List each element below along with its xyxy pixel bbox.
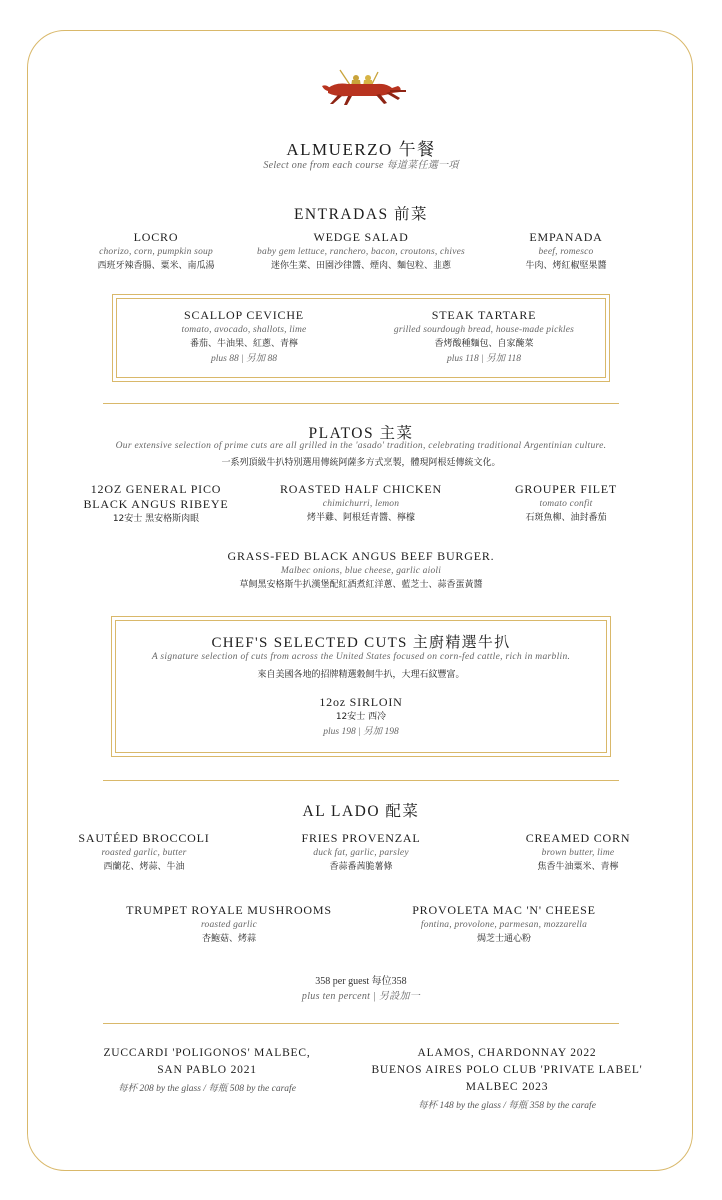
section-title-chefs-selected: CHEF'S SELECTED CUTS 主廚精選牛扒 [211, 635, 511, 651]
polo-horse-rider-icon [318, 66, 408, 106]
menu-item-roasted-half-chicken: ROASTED HALF CHICKEN chimichurri, lemon 烤半雞、阿根廷青醬、檸檬 [279, 482, 442, 523]
menu-item-provoleta-mac-n-cheese: PROVOLETA MAC 'N' CHEESE fontina, provolone, parmesan, mozzarella 焗芝士通心粉 [412, 903, 596, 944]
course-instruction: Select one from each course 每道菜任選一項 [263, 160, 459, 171]
menu-item-wedge-salad: WEDGE SALAD baby gem lettuce, ranchero, bacon, croutons, chives 迷你生菜、田園沙律醬、煙肉、麵包粒、韭蔥 [257, 230, 465, 271]
menu-item-steak-tartare: STEAK TARTARE grilled sourdough bread, house-made pickles 香烤酸種麵包、自家醃菜 plus 118 | 另加 118 [393, 308, 575, 364]
menu-item-ribeye: 12OZ GENERAL PICO BLACK ANGUS RIBEYE 12安士 黑安格斯肉眼 [83, 482, 229, 524]
wine-zuccardi-malbec: ZUCCARDI 'POLIGONOS' MALBEC, SAN PABLO 2021 每杯 208 by the glass / 每瓶 508 by the carafe [103, 1047, 311, 1094]
menu-item-sirloin: 12oz SIRLOIN 12安士 西冷 plus 198 | 另加 198 [319, 695, 403, 737]
menu-item-empanada: EMPANADA beef, romesco 牛肉、烤紅椒堅果醬 [525, 230, 607, 271]
section-title-platos: PLATOS 主菜 [308, 425, 414, 442]
chefs-description: A signature selection of cuts from across the United States focused on corn-fed cattle, rich in marblin. [151, 652, 571, 662]
chefs-description-zh: 來自美國各地的招牌精選穀飼牛扒，大理石紋豐富。 [257, 670, 465, 680]
menu-item-burger: GRASS-FED BLACK ANGUS BEEF BURGER. Malbec onions, blue cheese, garlic aioli 草飼黑安格斯牛扒漢堡配紅酒煮紅洋蔥、藍芝士、蒜香蛋黃醬 [227, 549, 495, 590]
menu-item-trumpet-royale-mushrooms: TRUMPET ROYALE MUSHROOMS roasted garlic 杏鮑菇、烤蒜 [126, 903, 332, 944]
divider [103, 1023, 619, 1024]
wine-alamos-chardonnay-bapc-malbec: ALAMOS, CHARDONNAY 2022 BUENOS AIRES POLO CLUB 'PRIVATE LABEL' MALBEC 2023 每杯 148 by the glass / 每瓶 358 by the carafe [371, 1047, 643, 1111]
menu-item-fries-provenzal: FRIES PROVENZAL duck fat, garlic, parsley 香蒜番茜脆薯條 [301, 831, 421, 872]
menu-item-scallop-ceviche: SCALLOP CEVICHE tomato, avocado, shallots, lime 番茄、牛油果、紅蔥、青檸 plus 88 | 另加 88 [181, 308, 307, 364]
set-price: 358 per guest 每位358 [315, 976, 407, 987]
service-charge: plus ten percent | 另設加一 [301, 991, 421, 1002]
platos-description: Our extensive selection of prime cuts are all grilled in the 'asado' tradition, celebrating traditional Argentinian culture. [115, 441, 607, 451]
section-title-almuerzo: ALMUERZO 午餐 [286, 140, 436, 159]
section-title-entradas: ENTRADAS 前菜 [293, 206, 429, 223]
menu-item-creamed-corn: CREAMED CORN brown butter, lime 焦香牛油粟米、青檸 [525, 831, 631, 872]
divider [103, 403, 619, 404]
section-title-al-lado: AL LADO 配菜 [302, 803, 420, 820]
platos-description-zh: 一系列頂級牛扒特別選用傳統阿薩多方式烹製，體現阿根廷傳統文化。 [221, 458, 501, 468]
menu-item-sauteed-broccoli: SAUTÉED BROCCOLI roasted garlic, butter 西蘭花、烤蒜、牛油 [78, 831, 210, 872]
divider [103, 780, 619, 781]
menu-item-grouper-filet: GROUPER FILET tomato confit 石斑魚柳、油封番茄 [514, 482, 618, 523]
menu-item-locro: LOCRO chorizo, corn, pumpkin soup 西班牙辣香腸、粟米、南瓜湯 [97, 230, 215, 271]
